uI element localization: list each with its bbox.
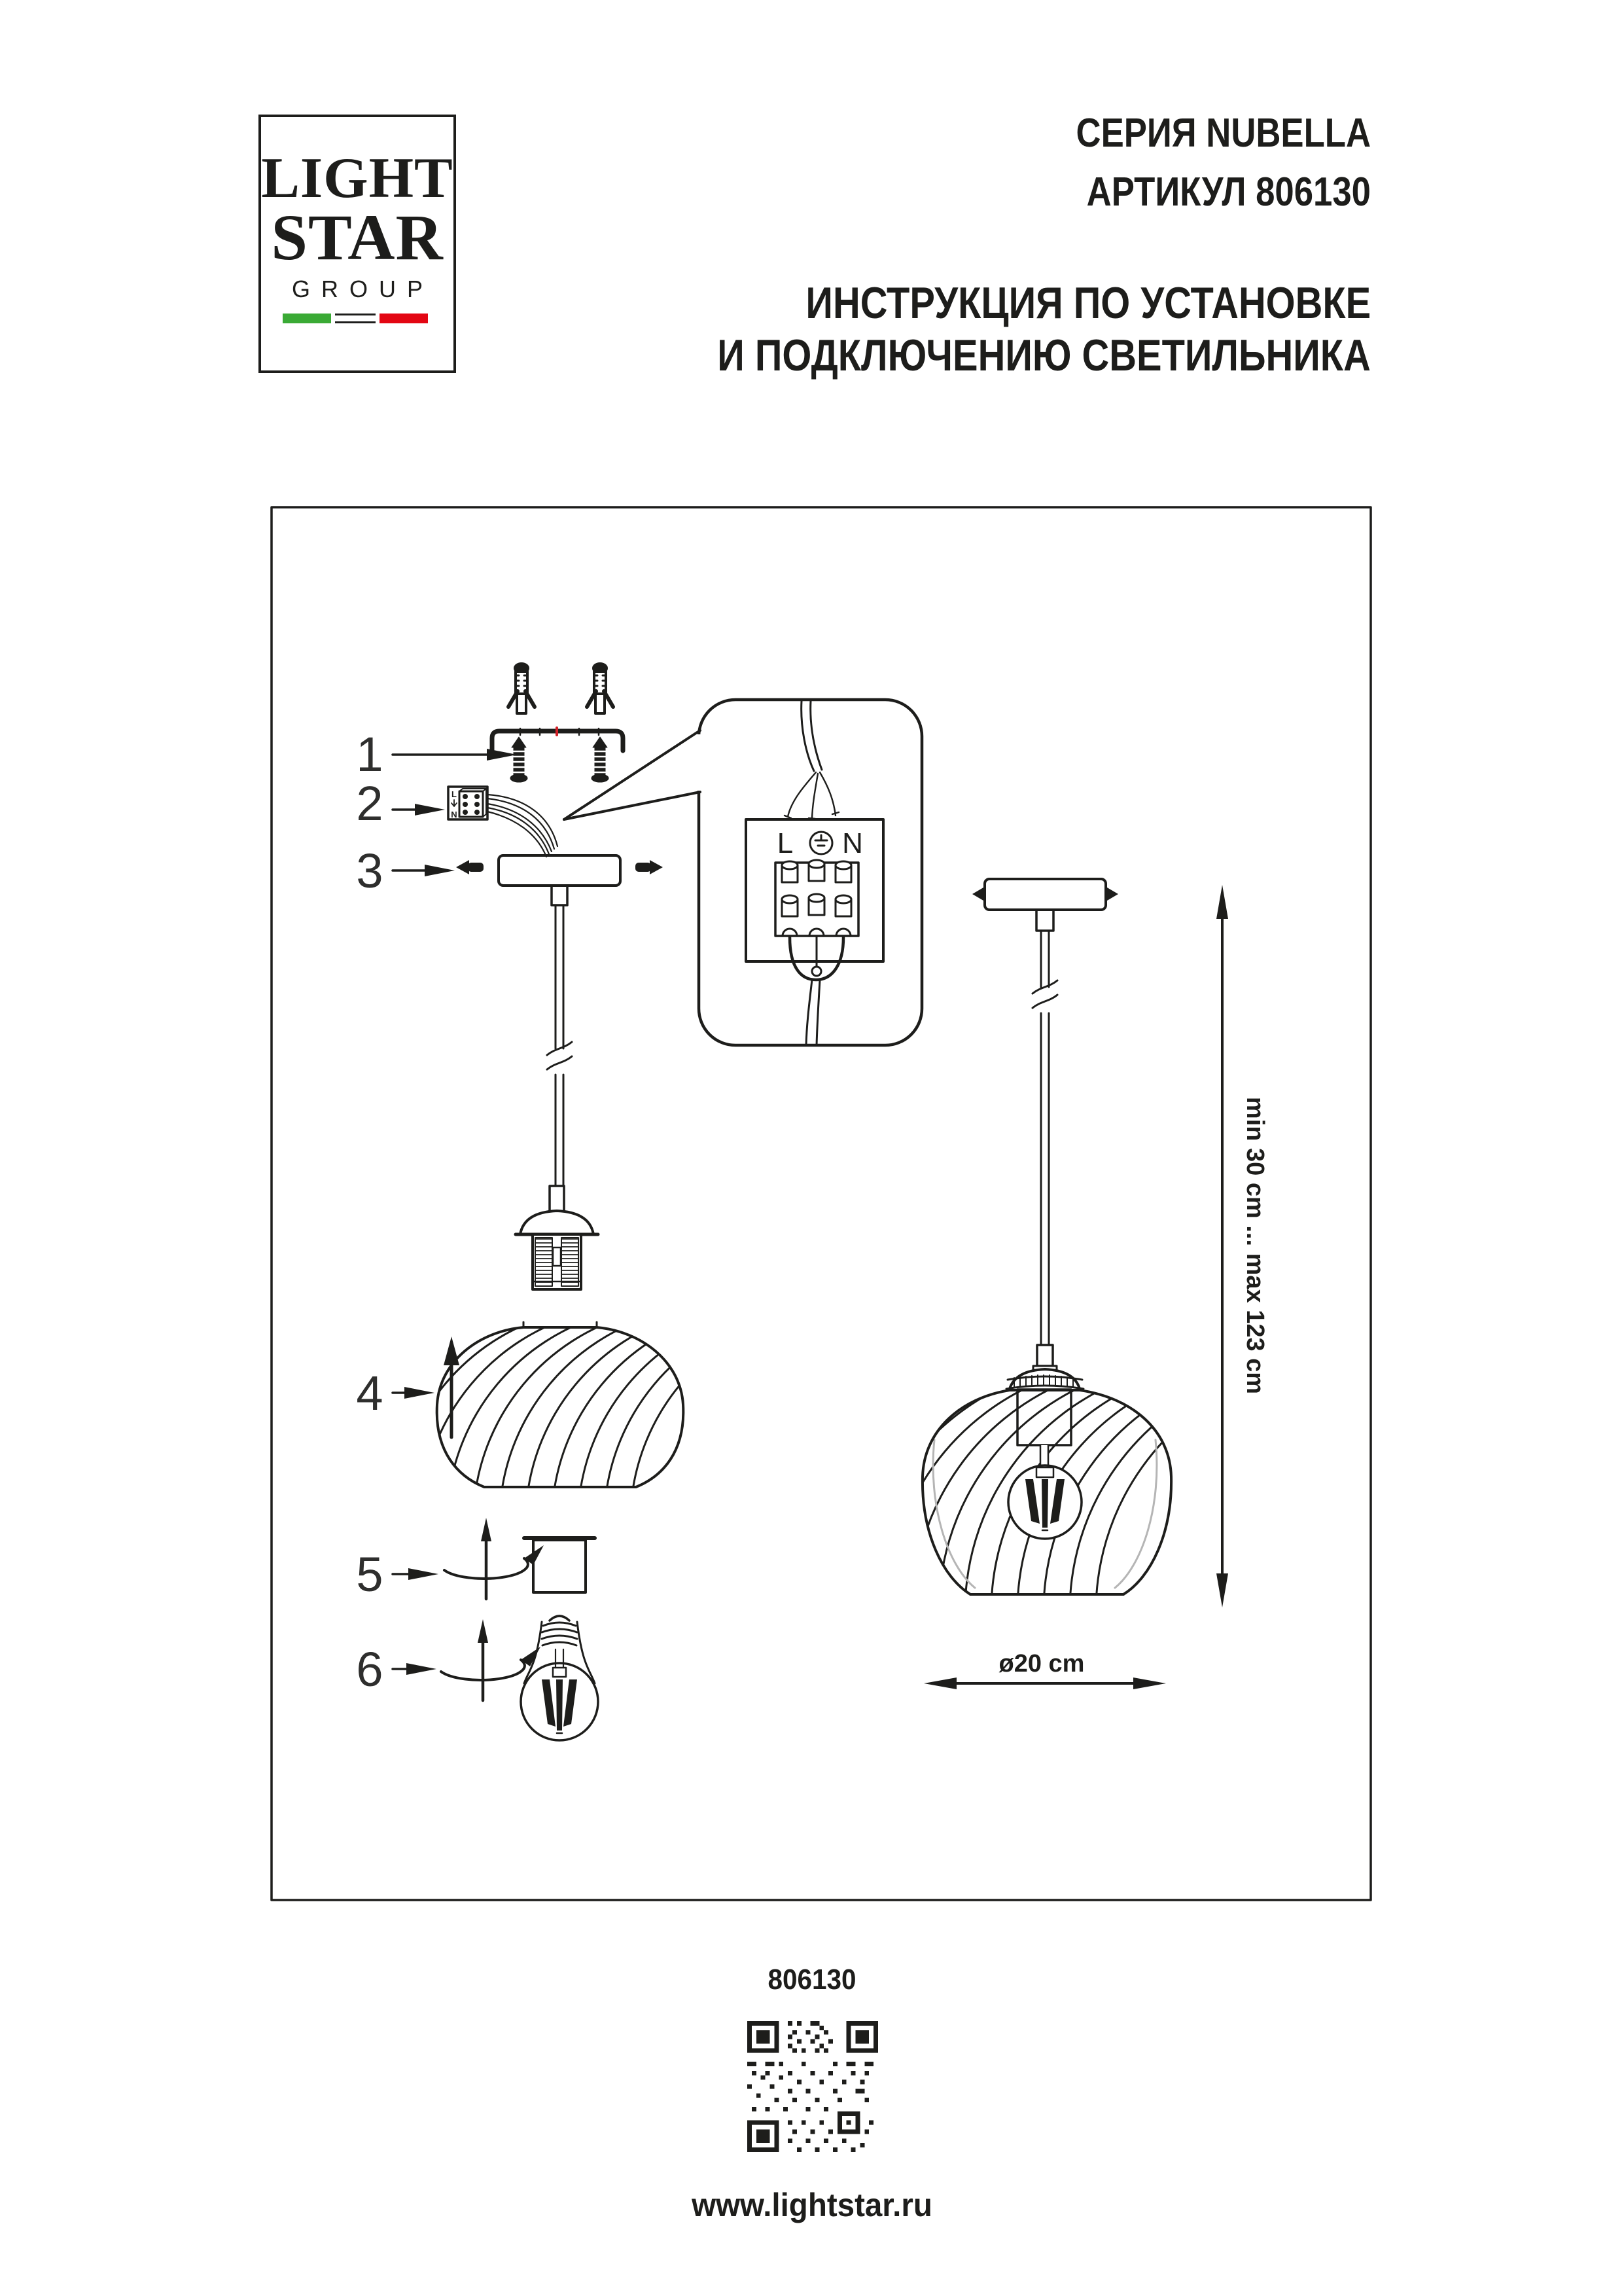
canopy-side-screw <box>635 860 663 874</box>
step-6-label: 6 <box>356 1642 383 1696</box>
step-4-label: 4 <box>356 1366 383 1420</box>
step-3-label: 3 <box>356 844 383 898</box>
wall-plug-icon <box>508 664 535 713</box>
diagram-frame <box>272 507 1371 1900</box>
terminal-screws <box>463 794 480 815</box>
instruction-title-line1: ИНСТРУКЦИЯ ПО УСТАНОВКЕ <box>805 278 1371 328</box>
cord-grip <box>1036 910 1053 931</box>
cord-grip <box>552 886 567 905</box>
terminal-neutral-label: N <box>451 810 457 819</box>
ceiling-canopy <box>499 855 620 886</box>
diameter-dimension <box>924 1650 1166 1689</box>
instruction-title-line2: И ПОДКЛЮЧЕНИЮ СВЕТИЛЬНИКА <box>717 331 1371 380</box>
website-url: www.lightstar.ru <box>692 2187 932 2223</box>
terminal-earth-icon <box>451 800 457 806</box>
supply-wires <box>487 795 557 857</box>
step5-parts <box>356 1518 595 1602</box>
callout-live-label: L <box>777 827 794 859</box>
step-2-label: 2 <box>356 776 383 831</box>
pendant-cord <box>547 905 572 1186</box>
terminal-live-label: L <box>451 789 457 799</box>
callout-neutral-label: N <box>842 827 863 859</box>
earth-icon <box>810 832 832 854</box>
socket-cord-grip <box>550 1186 564 1211</box>
height-dimension <box>1216 885 1269 1607</box>
canopy-side-screw <box>456 860 484 874</box>
logo-word-star: STAR <box>271 201 444 274</box>
assembled-canopy <box>985 879 1106 910</box>
assembled-bulb <box>1008 1465 1082 1539</box>
series-title: СЕРИЯ NUBELLA <box>1076 111 1371 156</box>
step2-parts <box>356 776 557 857</box>
assembled-cord <box>1033 931 1057 1345</box>
step1-parts <box>356 664 623 782</box>
footer-article-number: 806130 <box>768 1964 856 1996</box>
callout-terminal-block <box>775 860 858 936</box>
shade-swirl-pattern <box>730 1374 1269 1617</box>
shade-swirl-pattern <box>265 1316 785 1500</box>
light-bulb-icon <box>521 1616 598 1740</box>
shade-cord-grip <box>1037 1345 1053 1366</box>
callout-fan-wires <box>785 772 839 819</box>
logo-word-light: LIGHT <box>261 147 453 210</box>
wall-plug-icon <box>587 664 613 713</box>
rotate-icon <box>444 1518 544 1599</box>
step-5-label: 5 <box>356 1547 383 1602</box>
step3-parts <box>356 844 663 905</box>
canopy-side-screw <box>972 888 1118 901</box>
mounting-screw-icon <box>591 737 609 782</box>
height-range-text: min 30 cm ... max 123 cm <box>1241 1096 1269 1395</box>
article-number: АРТИКУЛ 806130 <box>1086 170 1371 215</box>
wiring-callout <box>564 700 922 1045</box>
logo-word-group: GROUP <box>291 276 434 302</box>
step-1-label: 1 <box>356 727 383 781</box>
qr-code <box>747 2021 878 2152</box>
socket-bell-cap <box>520 1211 593 1234</box>
mounting-screw-icon <box>510 737 527 782</box>
callout-cable-top <box>802 701 822 771</box>
diameter-text: ø20 cm <box>998 1650 1085 1677</box>
callout-cable-bottom <box>806 980 820 1045</box>
step6-parts <box>356 1616 598 1740</box>
step4-parts <box>265 1186 785 1500</box>
